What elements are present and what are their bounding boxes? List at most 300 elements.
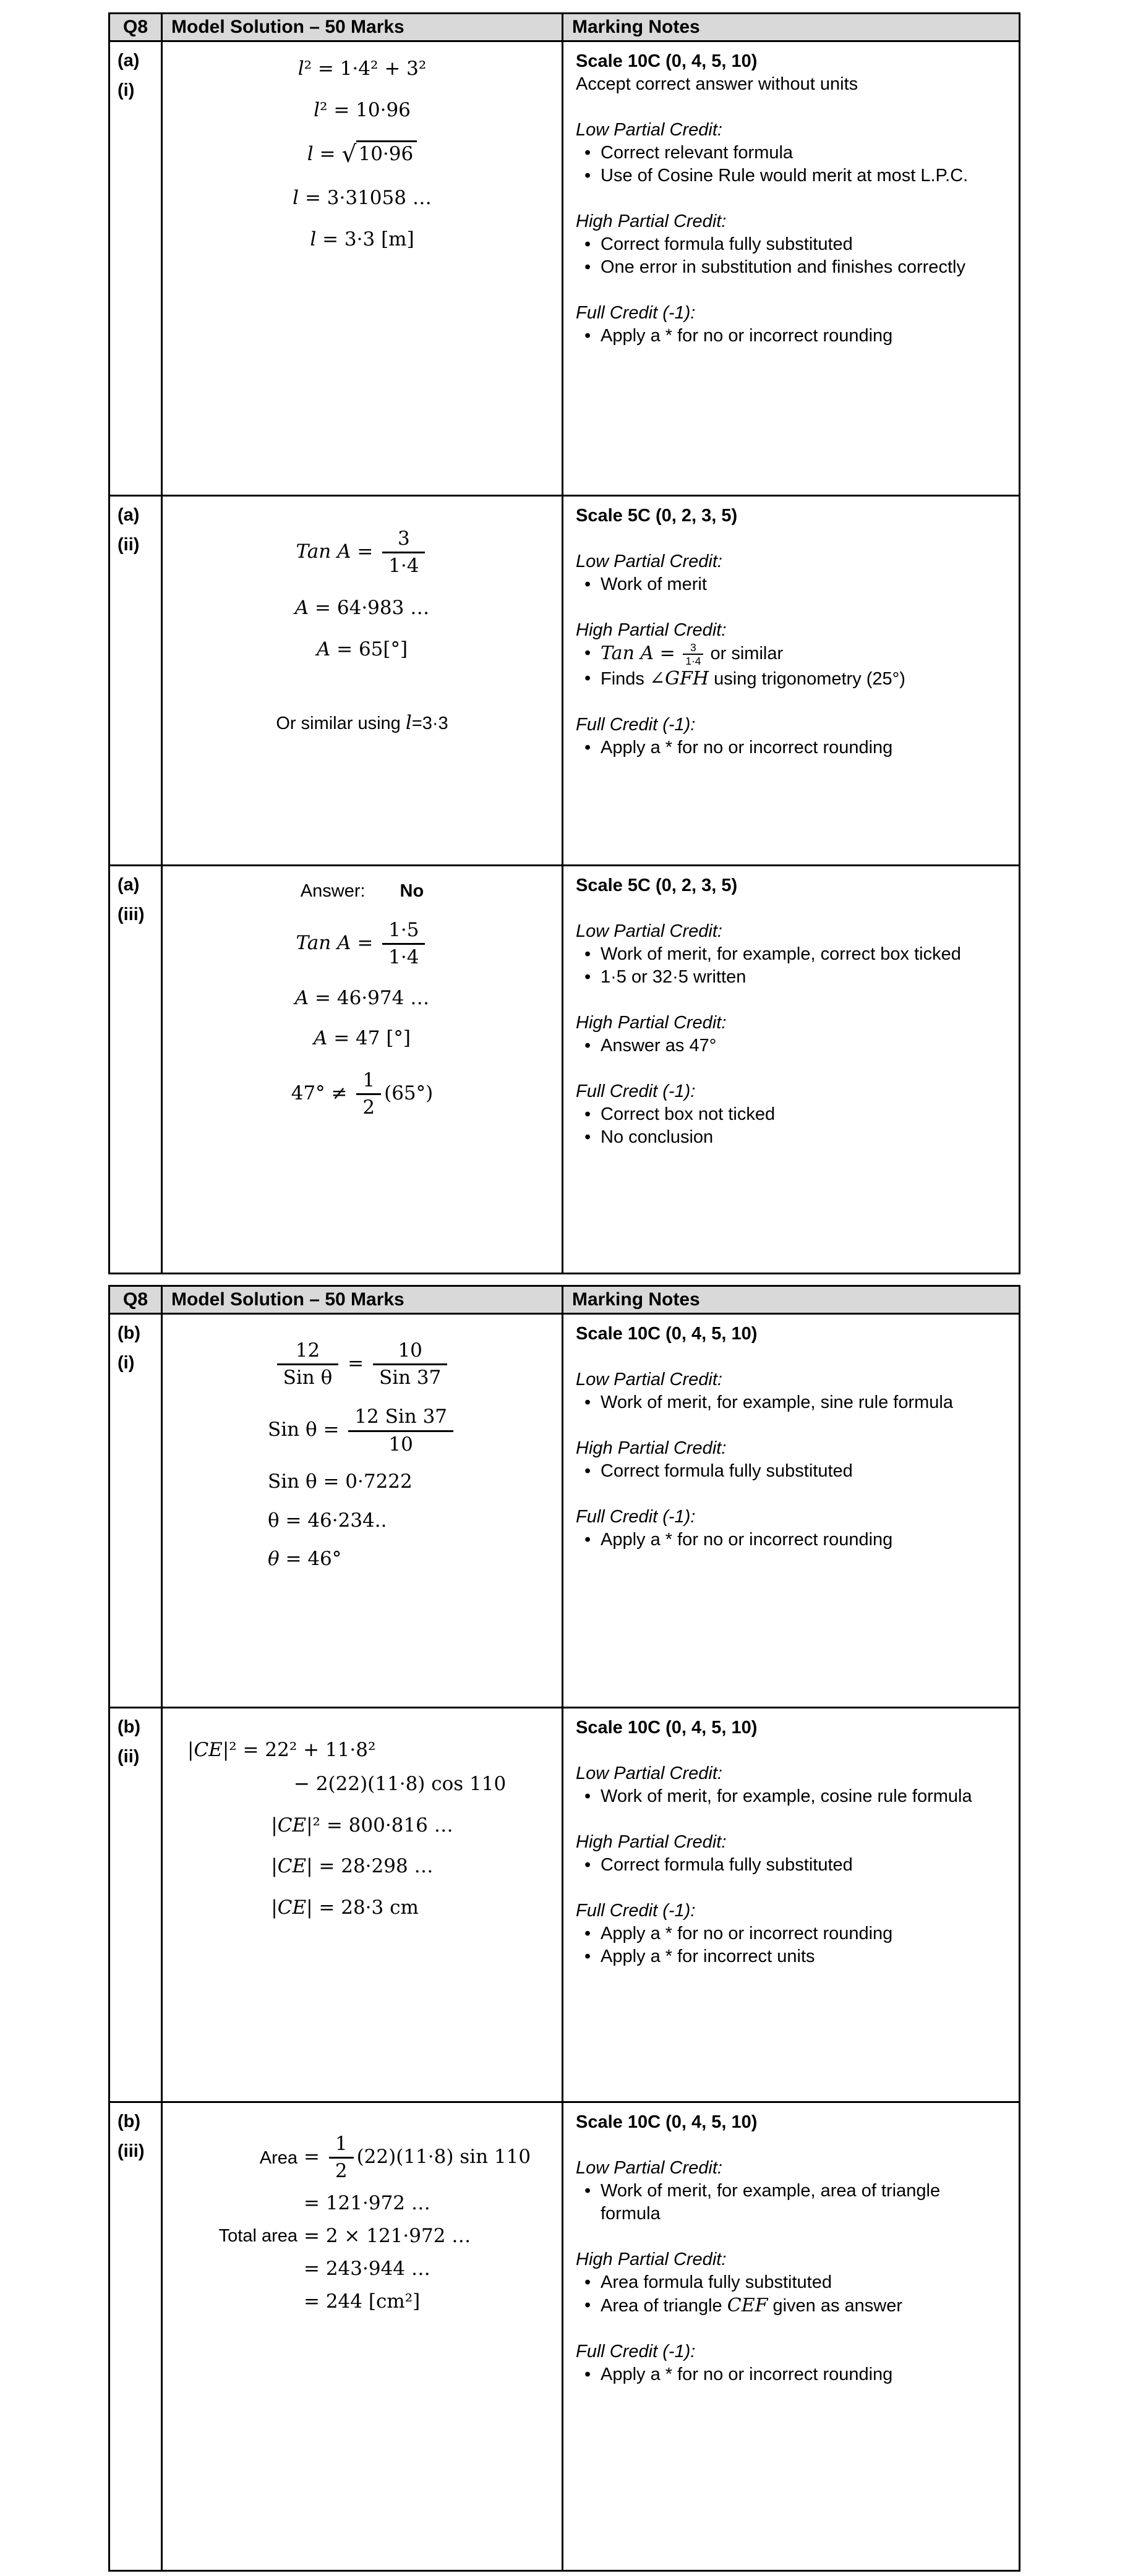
- fraction: [348, 1405, 453, 1456]
- part-label: (a): [118, 51, 140, 70]
- bullet-item: [576, 1945, 993, 1968]
- bullet-icon: •: [584, 2272, 591, 2292]
- table-row: [109, 496, 1020, 866]
- notes-sub: Full Credit (-1):: [576, 2342, 696, 2361]
- model-solution-cell: [162, 1708, 563, 2102]
- math-fragment: |: [271, 1814, 278, 1836]
- solution-line: [165, 1069, 559, 1119]
- solution-line: [165, 140, 559, 169]
- bullet-icon: •: [584, 1461, 591, 1481]
- table-row: [109, 1708, 1020, 2102]
- math-fragment: CE: [277, 1896, 307, 1919]
- math-fragment: =: [313, 142, 342, 165]
- bullet-text: [601, 667, 993, 691]
- notes-sub: Low Partial Credit:: [576, 921, 722, 941]
- equation-rhs: [304, 2290, 420, 2314]
- solution-line: [165, 1339, 559, 1389]
- solution-line: [205, 2191, 559, 2216]
- solution-line: [165, 1026, 559, 1051]
- math-fragment: | = 28·3 cm: [306, 1896, 419, 1919]
- table-row: [109, 41, 1020, 496]
- bullet-icon: •: [584, 257, 591, 277]
- bullet-list: [576, 233, 993, 279]
- header-row: [109, 14, 1020, 41]
- solution-line: [268, 1470, 456, 1494]
- notes-sub: Low Partial Credit:: [576, 1370, 722, 1389]
- math-fragment: l: [293, 186, 299, 209]
- bullet-icon: •: [584, 1924, 591, 1943]
- fraction: [373, 1339, 447, 1389]
- bullet-icon: •: [584, 2295, 591, 2315]
- table-row: [109, 1314, 1020, 1708]
- notes-sub: High Partial Credit:: [576, 2250, 727, 2269]
- bullet-text: [601, 1126, 993, 1149]
- math-fragment: ∠: [649, 667, 665, 689]
- bullet-text: [601, 1529, 993, 1551]
- bullet-icon: •: [584, 1036, 591, 1056]
- solution-equation-group: [205, 2133, 559, 2313]
- notes-heading: Scale 10C (0, 4, 5, 10): [576, 51, 758, 71]
- math-fragment: θ: [267, 1548, 280, 1571]
- bullet-item: [576, 1854, 993, 1877]
- text-fragment: Work of merit: [601, 574, 707, 594]
- part-label: (iii): [118, 905, 145, 924]
- part-label-cell: [109, 1708, 162, 2102]
- text-fragment: Apply a * for incorrect units: [601, 1947, 815, 1966]
- math-fragment: Sin θ = 0·7222: [267, 1470, 413, 1493]
- math-fragment: = 121·972 …: [304, 2192, 430, 2215]
- math-fragment: = 46°: [279, 1548, 342, 1571]
- bullet-text: [601, 164, 993, 187]
- math-fragment: 47° ≠: [291, 1081, 354, 1104]
- table-row: [109, 2102, 1020, 2571]
- math-fragment: |: [187, 1739, 194, 1761]
- solution-line: [165, 711, 559, 735]
- square-root: [341, 140, 417, 169]
- part-label: (b): [118, 1717, 141, 1737]
- fraction: [382, 919, 425, 969]
- solution-line: [165, 1738, 559, 1762]
- notes-sub: Low Partial Credit:: [576, 120, 722, 140]
- part-label-cell: [109, 41, 162, 496]
- math-fragment: = 65[°]: [330, 638, 408, 661]
- solution-line: [165, 638, 559, 662]
- solution-line: [165, 186, 559, 210]
- notes-heading: Scale 10C (0, 4, 5, 10): [576, 1324, 758, 1344]
- bullet-icon: •: [584, 1104, 591, 1124]
- math-fragment: = 243·944 …: [304, 2257, 430, 2280]
- solution-line: [205, 2290, 559, 2314]
- bullet-list: [576, 325, 993, 348]
- model-solution-cell: [162, 2102, 563, 2571]
- bullet-list: [576, 1529, 993, 1551]
- text-fragment: Area formula fully substituted: [601, 2272, 832, 2292]
- solution-line: [268, 1509, 456, 1533]
- bullet-item: [576, 233, 993, 256]
- math-fragment: | = 28·298 …: [306, 1855, 434, 1878]
- part-label-cell: [109, 1314, 162, 1708]
- bullet-icon: •: [584, 2181, 591, 2201]
- math-fragment: |: [271, 1855, 278, 1878]
- text-fragment: Apply a * for no or incorrect rounding: [601, 1924, 893, 1943]
- bullet-icon: •: [584, 737, 591, 757]
- math-fragment: − 2(22)(11·8) cos 110: [294, 1772, 507, 1795]
- fraction-denominator: 10: [388, 1433, 413, 1456]
- bullet-item: [576, 736, 993, 759]
- fraction: [277, 1339, 339, 1389]
- solution-line: [165, 1772, 559, 1796]
- notes-sub: Full Credit (-1):: [576, 714, 696, 735]
- solution-line-group: [271, 1814, 453, 1920]
- math-fragment: (65°): [384, 1081, 434, 1104]
- bullet-list: [576, 1785, 993, 1808]
- fraction-denominator: 2: [362, 1096, 375, 1119]
- bullet-item: [576, 573, 993, 596]
- bullet-item: [576, 1460, 993, 1483]
- marking-notes-header: Marking Notes: [563, 1286, 1020, 1314]
- math-fragment: = 3·3 [m]: [316, 228, 414, 250]
- fraction-denominator: 1·4: [685, 655, 701, 668]
- part-label: (i): [118, 80, 135, 100]
- bullet-list: [576, 2180, 993, 2225]
- text-fragment: Apply a * for no or incorrect rounding: [601, 2365, 893, 2384]
- fraction-numerator: 3: [683, 642, 703, 655]
- equation-rhs: [304, 2133, 531, 2183]
- table-row: [109, 866, 1020, 1274]
- bullet-text: [601, 325, 993, 348]
- bullet-text: [601, 1391, 993, 1414]
- bullet-list: [576, 943, 993, 989]
- math-fragment: =: [341, 1352, 370, 1375]
- text-fragment: No: [400, 881, 424, 901]
- notes-sub: Low Partial Credit:: [576, 552, 722, 571]
- math-fragment: =: [654, 642, 682, 664]
- bullet-icon: •: [584, 1786, 591, 1806]
- math-fragment: A: [316, 638, 331, 661]
- marking-notes-cell: [563, 866, 1020, 1274]
- math-fragment: ² = 10·96: [320, 98, 411, 121]
- notes-sub: Full Credit (-1):: [576, 1901, 696, 1921]
- text-fragment: given as answer: [768, 2296, 903, 2316]
- text-fragment: Work of merit, for example, cosine rule formula: [601, 1786, 972, 1806]
- bullet-icon: •: [584, 166, 591, 186]
- bullet-item: [576, 943, 993, 966]
- part-label: (ii): [118, 535, 140, 555]
- fraction: [382, 527, 425, 578]
- notes-sub: High Partial Credit:: [576, 211, 727, 231]
- math-fragment: (22)(11·8) sin 110: [356, 2146, 531, 2169]
- notes-sub: High Partial Credit:: [576, 1438, 727, 1458]
- math-fragment: CE: [194, 1739, 223, 1761]
- fraction-numerator: 1·5: [382, 919, 425, 945]
- text-fragment: Apply a * for no or incorrect rounding: [601, 737, 893, 757]
- math-fragment: = 244 [cm²]: [304, 2290, 421, 2313]
- equation-rhs: [304, 2257, 430, 2281]
- fraction-numerator: 12: [277, 1339, 339, 1365]
- text-fragment: Apply a * for no or incorrect rounding: [601, 1530, 893, 1550]
- bullet-list: [576, 142, 993, 187]
- bullet-text: [601, 573, 993, 596]
- fraction-denominator: 1·4: [388, 945, 419, 968]
- notes-sub: Full Credit (-1):: [576, 1507, 696, 1527]
- solution-line: [268, 1547, 456, 1571]
- solution-line: [165, 57, 559, 81]
- math-fragment: l: [405, 711, 412, 734]
- text-fragment: Or similar using: [276, 713, 406, 733]
- part-label-cell: [109, 496, 162, 866]
- text-fragment: Work of merit, for example, correct box ticked: [601, 944, 961, 964]
- fraction-denominator: Sin 37: [379, 1367, 442, 1389]
- model-solution-cell: [162, 1314, 563, 1708]
- notes-heading: Scale 10C (0, 4, 5, 10): [576, 1718, 758, 1738]
- math-fragment: Tan A: [296, 540, 351, 563]
- math-fragment: |: [271, 1896, 278, 1919]
- math-fragment: A: [313, 1026, 328, 1049]
- text-fragment: using trigonometry (25°): [709, 668, 905, 689]
- model-solution-cell: [162, 496, 563, 866]
- part-label: (a): [118, 875, 140, 895]
- bullet-icon: •: [584, 143, 591, 163]
- text-fragment: or similar: [705, 644, 784, 663]
- bullet-text: [601, 966, 993, 989]
- fraction-denominator: 1·4: [388, 555, 419, 578]
- marking-notes-cell: [563, 1314, 1020, 1708]
- math-fragment: CEF: [727, 2295, 768, 2316]
- part-label: (b): [118, 1323, 141, 1343]
- bullet-text: [601, 736, 993, 759]
- bullet-item: [576, 966, 993, 989]
- math-fragment: = 3·31058 …: [299, 186, 432, 209]
- bullet-text: [601, 1785, 993, 1808]
- solution-line: [165, 986, 559, 1010]
- bullet-icon: •: [584, 1947, 591, 1966]
- bullet-item: [576, 1103, 993, 1126]
- bullet-list: [576, 1854, 993, 1877]
- solution-line: [205, 2224, 559, 2248]
- bullet-text: [601, 256, 993, 279]
- bullet-text: [601, 1854, 993, 1877]
- bullet-list: [576, 1391, 993, 1414]
- bullet-list: [576, 642, 993, 691]
- bullet-icon: •: [584, 668, 591, 688]
- bullet-icon: •: [584, 643, 591, 663]
- text-fragment: Correct formula fully substituted: [601, 1855, 853, 1875]
- bullet-item: [576, 1529, 993, 1551]
- bullet-item: [576, 2294, 993, 2318]
- math-fragment: = 64·983 …: [309, 597, 430, 620]
- notes-heading: Scale 5C (0, 2, 3, 5): [576, 506, 738, 526]
- text-fragment: =3·3: [411, 713, 448, 733]
- math-fragment: GFH: [665, 667, 709, 689]
- bullet-list: [576, 736, 993, 759]
- radical-icon: √: [341, 140, 357, 168]
- fraction-numerator: 3: [382, 527, 425, 553]
- fraction: [683, 642, 703, 667]
- text-fragment: Finds: [601, 668, 649, 689]
- text-fragment: Area of triangle: [601, 2296, 727, 2316]
- question-number-header: Q8: [109, 14, 162, 41]
- model-solution-cell: [162, 866, 563, 1274]
- bullet-text: [601, 1460, 993, 1483]
- model-solution-header: Model Solution – 50 Marks: [162, 1286, 563, 1314]
- bullet-icon: •: [584, 967, 591, 987]
- fraction: [329, 2133, 354, 2183]
- solution-line: [165, 919, 559, 969]
- notes-sub: Full Credit (-1):: [576, 303, 696, 323]
- marking-scheme-table-b: [108, 1285, 1020, 2572]
- notes-sub: High Partial Credit:: [576, 1013, 727, 1033]
- marking-notes-cell: [563, 1708, 1020, 2102]
- equation-rhs: [304, 2191, 430, 2216]
- text-fragment: Correct formula fully substituted: [601, 234, 853, 254]
- header-row: [109, 1286, 1020, 1314]
- bullet-item: [576, 325, 993, 348]
- text-fragment: Correct formula fully substituted: [601, 1461, 853, 1481]
- bullet-text: [601, 2294, 993, 2318]
- math-fragment: = 46·974 …: [309, 987, 430, 1010]
- bullet-text: [601, 943, 993, 966]
- marking-notes-header: Marking Notes: [563, 14, 1020, 41]
- solution-line: [165, 98, 559, 122]
- bullet-item: [576, 1785, 993, 1808]
- math-fragment: Sin θ =: [267, 1418, 346, 1441]
- bullet-text: [601, 233, 993, 256]
- math-fragment: ² = 1·4² + 3²: [304, 58, 427, 80]
- marking-notes-cell: [563, 41, 1020, 496]
- equation-label: [205, 2225, 297, 2247]
- bullet-list: [576, 1103, 993, 1149]
- notes-para: Accept correct answer without units: [576, 74, 858, 94]
- notes-sub: High Partial Credit:: [576, 620, 727, 640]
- bullet-list: [576, 1034, 993, 1057]
- solution-line: [165, 596, 559, 620]
- notes-heading: Scale 5C (0, 2, 3, 5): [576, 876, 738, 895]
- math-fragment: l: [307, 142, 314, 165]
- bullet-icon: •: [584, 2365, 591, 2384]
- part-label-cell: [109, 2102, 162, 2571]
- math-fragment: =: [351, 931, 380, 954]
- math-fragment: = 2 × 121·972 …: [304, 2225, 471, 2248]
- text-fragment: Correct box not ticked: [601, 1104, 776, 1124]
- math-fragment: A: [294, 597, 309, 620]
- part-label-cell: [109, 866, 162, 1274]
- fraction-numerator: 1: [329, 2133, 354, 2159]
- math-fragment: |² = 22² + 11·8²: [222, 1739, 376, 1761]
- notes-sub: High Partial Credit:: [576, 1832, 727, 1852]
- bullet-item: [576, 142, 993, 164]
- solution-line: [271, 1814, 453, 1838]
- solution-line: [205, 2133, 559, 2183]
- equation-rhs: [304, 2224, 471, 2248]
- solution-line: [271, 1854, 453, 1879]
- bullet-list: [576, 1922, 993, 1968]
- text-fragment: Work of merit, for example, area of triangle formula: [601, 2181, 941, 2224]
- part-label: (i): [118, 1353, 135, 1373]
- solution-line: [268, 1405, 456, 1456]
- bullet-item: [576, 164, 993, 187]
- radicand: 10·96: [356, 140, 417, 165]
- model-solution-cell: [162, 41, 563, 496]
- math-fragment: = 47 [°]: [327, 1026, 411, 1049]
- bullet-list: [576, 573, 993, 596]
- math-fragment: CE: [277, 1855, 307, 1878]
- text-fragment: Area: [259, 2147, 297, 2168]
- math-fragment: =: [351, 540, 380, 563]
- model-solution-header: Model Solution – 50 Marks: [162, 14, 563, 41]
- solution-line-group: [268, 1405, 456, 1571]
- bullet-icon: •: [584, 1127, 591, 1147]
- text-fragment: 1·5 or 32·5 written: [601, 967, 746, 987]
- bullet-text: [601, 1945, 993, 1968]
- text-fragment: No conclusion: [601, 1127, 714, 1147]
- fraction: [356, 1069, 381, 1119]
- bullet-item: [576, 256, 993, 279]
- bullet-icon: •: [584, 1392, 591, 1412]
- fraction-denominator: 2: [335, 2160, 348, 2183]
- bullet-text: [601, 2180, 993, 2225]
- text-fragment: Use of Cosine Rule would merit at most L.P.C.: [601, 166, 969, 186]
- bullet-item: [576, 2271, 993, 2294]
- bullet-icon: •: [584, 1855, 591, 1875]
- bullet-text: [601, 2271, 993, 2294]
- bullet-item: [576, 1391, 993, 1414]
- marking-notes-cell: [563, 2102, 1020, 2571]
- part-label: (iii): [118, 2141, 145, 2161]
- notes-sub: Low Partial Credit:: [576, 2158, 722, 2178]
- fraction-numerator: 1: [356, 1069, 381, 1095]
- equation-label: [205, 2147, 297, 2169]
- fraction-numerator: 10: [373, 1339, 447, 1365]
- bullet-text: [601, 642, 993, 667]
- bullet-item: [576, 667, 993, 691]
- bullet-text: [601, 2363, 993, 2386]
- text-fragment: Answer:: [300, 881, 366, 901]
- solution-line: [165, 879, 559, 903]
- math-fragment: A: [294, 987, 309, 1010]
- bullet-item: [576, 1922, 993, 1945]
- notes-sub: Full Credit (-1):: [576, 1081, 696, 1101]
- part-label: (a): [118, 505, 140, 525]
- text-fragment: One error in substitution and finishes correctly: [601, 257, 965, 277]
- math-fragment: l: [310, 228, 317, 250]
- bullet-item: [576, 2180, 993, 2225]
- notes-heading: Scale 10C (0, 4, 5, 10): [576, 2112, 758, 2132]
- math-fragment: Tan A: [601, 642, 654, 664]
- question-number-header: Q8: [109, 1286, 162, 1314]
- solution-line: [205, 2257, 559, 2281]
- bullet-icon: •: [584, 326, 591, 346]
- bullet-icon: •: [584, 1530, 591, 1550]
- bullet-item: [576, 642, 993, 667]
- part-label: (ii): [118, 1747, 140, 1767]
- bullet-list: [576, 2271, 993, 2318]
- text-fragment: Apply a * for no or incorrect rounding: [601, 326, 893, 346]
- solution-line: [165, 228, 559, 252]
- solution-line: [271, 1896, 453, 1920]
- bullet-text: [601, 1034, 993, 1057]
- bullet-item: [576, 2363, 993, 2386]
- bullet-text: [601, 142, 993, 164]
- bullet-item: [576, 1126, 993, 1149]
- math-fragment: Tan A: [296, 931, 351, 954]
- text-fragment: Work of merit, for example, sine rule formula: [601, 1392, 953, 1412]
- bullet-icon: •: [584, 234, 591, 254]
- text-fragment: Answer as 47°: [601, 1036, 717, 1056]
- part-label: (b): [118, 2112, 141, 2131]
- bullet-list: [576, 1460, 993, 1483]
- bullet-item: [576, 1034, 993, 1057]
- fraction-denominator: Sin θ: [283, 1367, 333, 1389]
